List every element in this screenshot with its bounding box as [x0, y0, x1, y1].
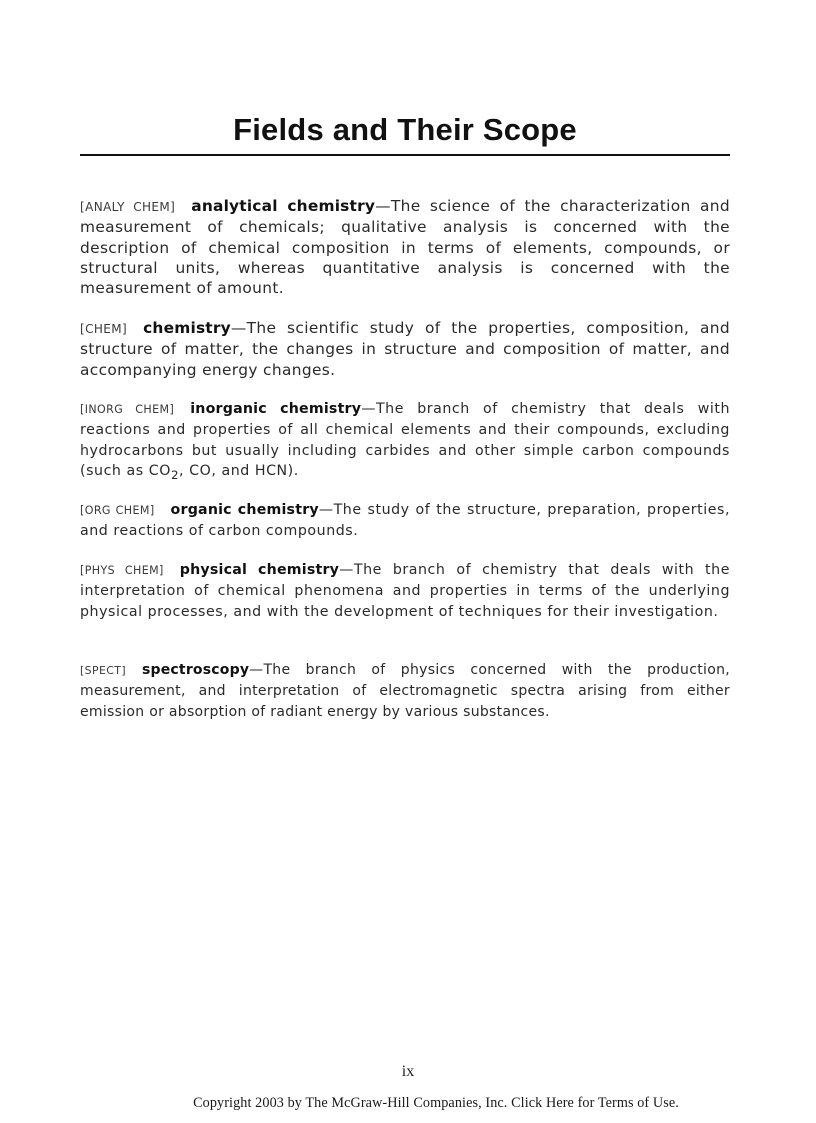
entry-field-abbreviation: [INORG CHEM]	[80, 403, 175, 416]
copyright-footer	[0, 1095, 816, 1112]
entry-organic-chemistry	[80, 500, 730, 542]
entry-term: chemistry	[143, 319, 231, 337]
entry-definition: —The branch of chemistry that deals with reactions and properties of all chemical elements and their compounds, excluding hydrocarbons but usually including carbides and other simple carbon compounds (such as CO	[80, 401, 731, 479]
terms-of-use-link[interactable]: Click Here for Terms of Use.	[511, 1095, 679, 1111]
entry-field-abbreviation: [CHEM]	[80, 322, 128, 336]
entry-term: analytical chemistry	[191, 197, 376, 215]
entry-chemistry	[80, 318, 730, 380]
entry-field-abbreviation: [PHYS CHEM]	[80, 564, 164, 577]
entry-field-abbreviation: [SPECT]	[80, 664, 126, 677]
subscript-two: 2	[170, 467, 180, 482]
entry-definition: —The study of the structure, preparation, properties, and reactions of carbon compounds.	[80, 502, 731, 540]
entry-definition-end: , CO, and HCN).	[179, 462, 299, 479]
entry-analytical-chemistry	[80, 196, 730, 298]
entry-physical-chemistry	[80, 560, 730, 622]
title-rule	[80, 154, 730, 156]
page-number: ix	[401, 1063, 415, 1080]
copyright-text: Copyright 2003 by The McGraw-Hill Companies, Inc.	[193, 1095, 512, 1111]
entry-inorganic-chemistry	[80, 399, 730, 485]
entry-spectroscopy	[80, 660, 730, 722]
page-title: Fields and Their Scope	[233, 112, 577, 147]
entry-term: organic chemistry	[170, 502, 319, 518]
entry-definition: —The branch of physics concerned with the production, measurement, and interpretation of electromagnetic spectra arising from either emission or absorption of radiant energy by various substances.	[80, 662, 730, 720]
entry-term: spectroscopy	[141, 662, 250, 678]
entry-definition: —The branch of chemistry that deals with the interpretation of chemical phenomena and properties in terms of the underlying physical processes, and with the development of techniques for their investigation.	[80, 562, 730, 620]
entry-definition: —The scientific study of the properties, composition, and structure of matter, the changes in structure and composition of matter, and accompanying energy changes.	[80, 319, 730, 379]
entry-term: inorganic chemistry	[190, 401, 362, 417]
entry-definition: —The science of the characterization and measurement of chemicals; qualitative analysis is concerned with the description of chemical composition in terms of elements, compounds, or structural units, whereas quantitative analysis is concerned with the measurement of amount.	[80, 197, 730, 298]
entry-field-abbreviation: [ANALY CHEM]	[80, 200, 176, 214]
entry-term: physical chemistry	[179, 562, 340, 578]
entry-field-abbreviation: [ORG CHEM]	[80, 504, 155, 517]
